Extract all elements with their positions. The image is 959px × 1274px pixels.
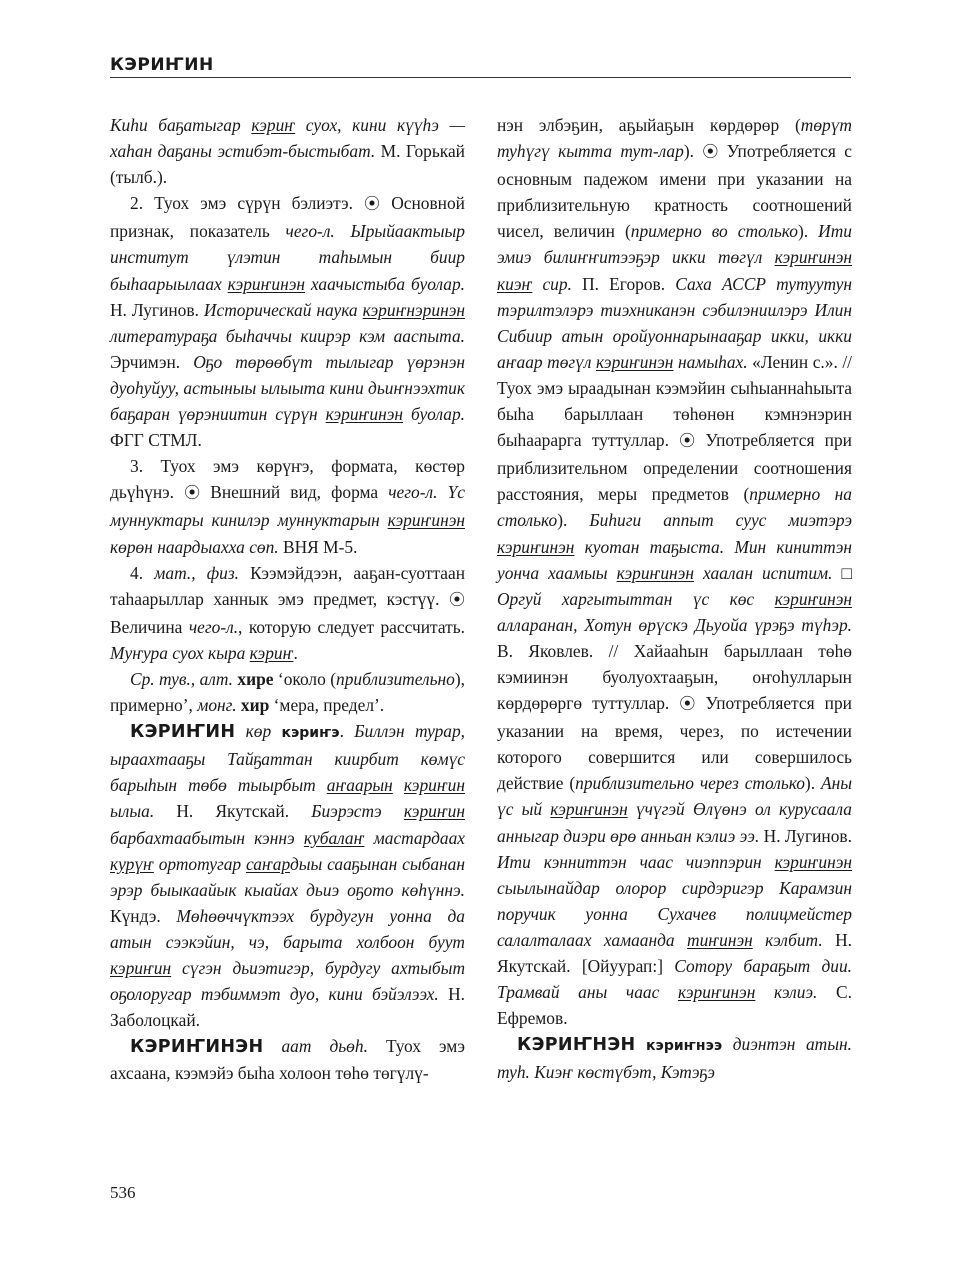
- text-run: кэриҥинэн: [550, 799, 628, 820]
- text-run: [263, 1036, 281, 1056]
- entry-paragraph: [497, 112, 852, 1031]
- page-number: 536: [110, 1183, 136, 1202]
- translation-marker-icon: ⦿: [184, 485, 201, 503]
- text-run: нэн элбэҕин, аҕыйаҕын көрдөрөр (: [497, 115, 801, 135]
- text-run: [271, 721, 281, 741]
- text-run: 4.: [130, 562, 155, 583]
- text-run: Н. Якутскай.: [154, 801, 312, 822]
- translation-marker-icon: ⦿: [364, 196, 381, 214]
- translation-marker-icon: ⦿: [702, 144, 719, 162]
- text-run: приблизительно: [336, 668, 455, 689]
- text-run: [235, 721, 245, 741]
- text-run: кэриҥинэн: [774, 851, 852, 872]
- text-run: Кээмэйдээн, ааҕан-суоттаан таhаарыллар ханнык эмэ предмет, кэстүү.: [110, 562, 465, 609]
- text-run: чего-л. Үс муннуктары кинилэр муннуктарын: [110, 482, 465, 531]
- text-run: саҥар: [245, 853, 290, 874]
- text-run: .: [293, 642, 298, 663]
- text-run: П. Егоров.: [571, 273, 676, 294]
- text-run: Величина: [110, 616, 189, 637]
- left-column: [110, 112, 465, 1086]
- text-run: кэриҥинэн: [774, 247, 852, 268]
- entry-paragraph: [110, 190, 465, 453]
- text-run: Саха АССР тутуутун тэрилтэлэрэ тиэхниканэн сэбилэниилэрэ Илин Сибиир атын оройуоннарынааҕар икки, икки аҥаар төгүл: [497, 273, 853, 372]
- text-run: кэриҥ: [249, 642, 294, 663]
- text-run: Сотору бараҕыт дии. Трамвай аны чаас: [497, 956, 852, 1003]
- text-run: чего-л.: [188, 616, 239, 637]
- text-run: чего-л. Ырыйаактыыр институт үлэтин таhымын биир быhаарыылаах: [110, 221, 465, 294]
- text-run: үчүгэй Өлүөнэ ол курусаала анныгар диэри өрө анньан кэлиэ ээ.: [497, 799, 852, 846]
- text-run: аат дьөh.: [281, 1036, 368, 1057]
- text-run: [635, 1034, 646, 1054]
- text-run: төрүт туhүгү кытта тут-лар: [497, 115, 852, 162]
- text-run: Употребляется при указании на время, через, по истечении которого совершится или совершилось действие (: [497, 693, 852, 794]
- headword: КЭРИҤНЭН: [517, 1035, 636, 1056]
- text-run: С. Ефремов.: [497, 982, 852, 1029]
- text-run: кэриҥинэн: [616, 562, 694, 583]
- text-run: Историческай наука: [203, 299, 363, 320]
- entry-paragraph: [110, 453, 465, 559]
- text-run: Н. Лугинов.: [110, 299, 204, 320]
- text-run: куотан таҕыста. Мин киниттэн уонча хаамыы: [497, 536, 852, 583]
- text-run: «Ленин с.». // Туох эмэ ыраадынан кээмэйин сыhыаннаhыыта быhа барыллаан төhөнөн кэмнэнэрин быhаарарга туттуллар.: [497, 351, 852, 451]
- running-head-word: КЭРИҤИН: [110, 55, 214, 75]
- text-run: Муҥура суох кыра: [110, 642, 250, 663]
- text-run: курүҥ: [110, 853, 154, 874]
- text-run: Внешний вид, форма: [200, 482, 389, 503]
- text-run: , которую следует рассчитать.: [238, 616, 465, 637]
- text-run: кэриҥин: [403, 775, 465, 796]
- text-run: □: [832, 562, 853, 583]
- text-run: алларанан, Хотун өрүскэ Дьуойа үрэҕэ түhэр.: [497, 614, 852, 635]
- text-run: киэҥ: [497, 273, 533, 294]
- text-run: литератураҕа быhаччы киирэр кэм ааспыта.: [110, 325, 465, 346]
- text-run: хаалан испитим.: [693, 562, 833, 583]
- headword: КЭРИҤИН: [130, 722, 236, 743]
- text-run: монг.: [197, 695, 237, 716]
- text-run: М. Горькай (тылб.).: [110, 141, 465, 188]
- text-run: көр: [245, 721, 272, 742]
- text-run: сыылынайдар олорор сирдэригэр Карамзин поручик уонна Сухачев полицмейстер салалталаах хамаанда: [497, 877, 852, 950]
- text-run: Мөhөөччүктээх бурдугун уонна да атын сээкэйин, чэ, барыта холбоон буут: [110, 905, 465, 952]
- text-run: кэриҥэ: [281, 725, 340, 742]
- text-run: Оргуй харгытыттан үс көс: [497, 588, 775, 609]
- text-run: ).: [683, 141, 703, 162]
- text-run: Основной признак, показатель: [110, 193, 465, 242]
- text-run: Употребляется при приблизительном определении соотношения расстояния, меры предметов (: [497, 430, 852, 505]
- text-run: барбахтаабытын кэннэ: [110, 827, 304, 848]
- text-run: ВНЯ М-5.: [278, 536, 358, 557]
- text-run: Н. Лугинов.: [759, 825, 852, 846]
- text-run: кэлиэ.: [755, 982, 818, 1003]
- text-run: 2. Туох эмэ сүрүн бэлиэтэ.: [130, 193, 365, 214]
- text-run: ).: [797, 221, 819, 242]
- text-run: мастардаах: [364, 827, 466, 848]
- text-run: .: [339, 721, 355, 742]
- entry-paragraph: [110, 718, 465, 1033]
- text-run: кэриҥин: [403, 801, 465, 822]
- text-run: примерно во столько: [630, 221, 798, 242]
- text-run: ), примерно’,: [110, 668, 465, 716]
- text-run: аҥаарын: [326, 775, 393, 796]
- entry-paragraph: [110, 112, 465, 190]
- text-run: кэриҥинэн: [227, 273, 306, 294]
- text-run: кэриҥ: [251, 115, 296, 135]
- text-run: Ити кэнниттэн чаас чиэппэрин: [497, 851, 775, 872]
- text-run: кэриҥин: [110, 958, 172, 978]
- text-run: кэриҥинэн: [774, 588, 852, 609]
- right-column: [497, 112, 852, 1085]
- text-run: ‘около (: [273, 668, 337, 689]
- text-run: кубалаҥ: [303, 827, 365, 848]
- text-run: ФГГ СТМЛ.: [110, 430, 202, 451]
- text-run: Туох эмэ ахсаана, кээмэйэ быhа холоон төhө төгүлү-: [110, 1036, 465, 1084]
- translation-marker-icon: ⦿: [679, 696, 696, 714]
- text-run: хир: [240, 695, 270, 716]
- text-run: көрөн наардыахха сөп.: [110, 536, 279, 557]
- running-header: [110, 55, 851, 78]
- text-run: Киhи баҕатыгар: [110, 115, 252, 135]
- text-run: Биhиги аппыт суус миэтэрэ: [589, 510, 852, 531]
- text-run: Н. Заболоцкай.: [110, 984, 465, 1031]
- text-run: приблизительно через столько: [575, 773, 805, 794]
- text-run: ылыа.: [110, 801, 155, 822]
- text-run: Күндэ.: [110, 905, 177, 926]
- text-run: сир.: [532, 273, 572, 294]
- text-run: дыы сааҕынан сыбанан эрэр быыкаайык кыайах дьиэ оҕото көhүннэ.: [110, 853, 465, 900]
- text-run: [393, 775, 404, 795]
- headword: КЭРИҤИНЭН: [130, 1037, 264, 1058]
- text-run: кэриҥнэринэн: [362, 299, 465, 320]
- text-run: кэриҥинэн: [387, 510, 465, 531]
- text-run: Н. Якутскай. [Ойуурап:]: [497, 929, 852, 976]
- text-run: ортотугар: [153, 853, 246, 874]
- text-run: ).: [804, 773, 821, 794]
- text-run: хаачыстыба буолар.: [305, 273, 465, 294]
- text-run: суох, кини күүhэ — хаhан даҕаны эстибэт-быстыбат.: [110, 115, 465, 162]
- text-run: намыhах.: [673, 351, 748, 372]
- text-run: Оҕо төрөөбүт тылыгар үөрэнэн дуоhуйуу, астыныы ылыыта кини дьиҥнээхтик баҕаран үөрэниитин сүрүн: [110, 351, 465, 425]
- text-run: мат., физ.: [154, 562, 239, 583]
- text-run: Ср. тув., алт.: [130, 668, 233, 689]
- text-run: [722, 1034, 733, 1054]
- text-run: 3. Туох эмэ көрүҥэ, формата, көстөр дьүhүнэ.: [110, 456, 465, 503]
- text-run: сүгэн дьиэтигэр, бурдугу ахтыбыт оҕолоругар тэбиммэт дуо, кини бэйэлээх.: [110, 958, 465, 1005]
- translation-marker-icon: ⦿: [448, 591, 465, 609]
- text-run: тиҥинэн: [687, 929, 753, 950]
- text-run: кэлбит.: [752, 929, 823, 950]
- entry-paragraph: [110, 1033, 465, 1086]
- text-run: кэриҥинэн: [497, 536, 575, 557]
- text-run: Аны үс ый: [497, 773, 852, 820]
- entry-paragraph: [110, 666, 465, 718]
- text-run: Биэрэстэ: [311, 801, 404, 822]
- text-run: кэриҥинэн: [596, 351, 674, 372]
- text-run: ).: [557, 510, 590, 531]
- translation-marker-icon: ⦿: [679, 433, 696, 451]
- text-run: Биллэн турар, ыраахтааҕы Тайҕаттан киирбит көмүс барыhын төбө тыырбыт: [110, 721, 465, 796]
- entry-paragraph: [110, 560, 465, 666]
- text-run: кэриҥинэн: [677, 982, 756, 1003]
- text-run: Ити эмиэ билиҥҥитээҕэр икки төгүл: [497, 221, 852, 268]
- text-run: диэнтэн атын. туh. Киэҥ көстүбэт, Кэтэҕэ: [497, 1034, 852, 1083]
- text-run: хире: [237, 668, 274, 689]
- text-run: примерно на столько: [497, 484, 853, 531]
- text-run: В. Яковлев. // Хайааhын барыллаан төhө кэмиинэн буолуохтааҕын, оҥоhулларын көрдөрөргө туттуллар.: [497, 640, 852, 714]
- text-run: ‘мера, предел’.: [269, 695, 385, 716]
- text-run: Эрчимэн.: [110, 351, 194, 372]
- text-run: кэриҥнээ: [646, 1038, 723, 1055]
- text-run: Употребляется с основным падежом имени при указании на приблизительную кратность соотношений чисел, величин (: [497, 141, 852, 242]
- entry-paragraph: [497, 1031, 852, 1085]
- text-run: кэриҥинэн: [325, 404, 403, 425]
- text-run: буолар.: [403, 404, 465, 425]
